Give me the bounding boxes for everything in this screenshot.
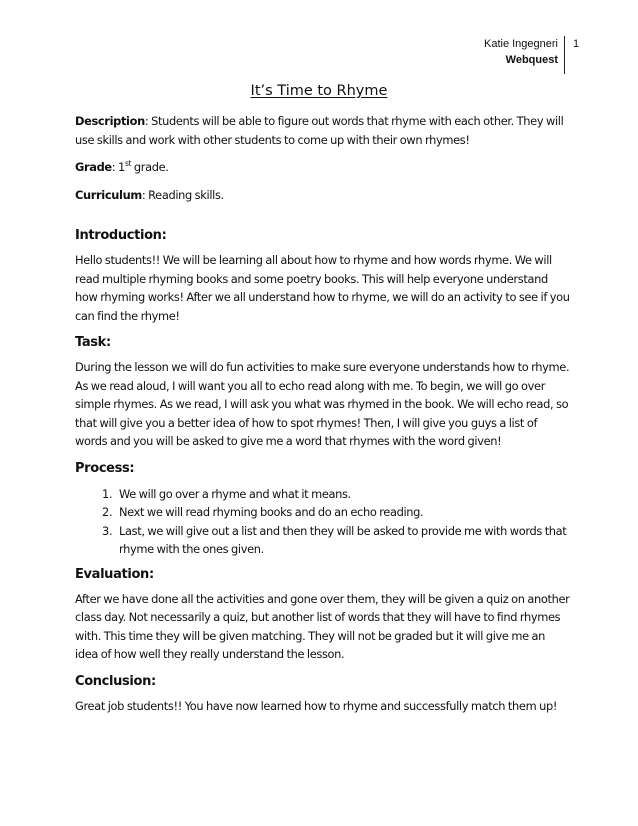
document-title: It’s Time to Rhyme bbox=[250, 83, 388, 99]
conclusion-text: Great job students!! You have now learned how to rhyme and successfully match them up! bbox=[75, 698, 558, 713]
evaluation-heading: Evaluation: bbox=[75, 566, 154, 582]
introduction-text: Hello students!! We will be learning all about how to rhyme and how words rhyme. We will read multiple rhyming books and some poetry books. This will help everyone understand how rhyming works! After we all understand how to rhyme, we will do an activity to see if you can find the rhyme! bbox=[75, 253, 570, 323]
process-step: 3. Last, we will give out a list and then they will be asked to provide me with words that rhyme with the ones given. bbox=[115, 522, 570, 559]
description-text: : Students will be able to figure out words that rhyme with each other. They will use skills and work with other students to come up with their own rhymes! bbox=[75, 114, 564, 147]
description-paragraph bbox=[75, 112, 570, 149]
page-number: 1 bbox=[573, 38, 580, 50]
task-text: During the lesson we will do fun activities to make sure everyone understands how to rhyme. As we read aloud, I will want you all to echo read along with me. To begin, we will go over simple rhymes. As we read, I will ask you what was rhymed in the book. We will echo read, so that will give you a better idea of how to spot rhymes! Then, I will give you guys a list of words and you will be asked to give me a word that rhymes with the word given! bbox=[75, 360, 570, 448]
description-label: Description bbox=[75, 114, 145, 128]
evaluation-text: After we have done all the activities and gone over them, they will be given a quiz on another class day. Not necessarily a quiz, but another list of words that they will have to find rhymes with. This time they will be given matching. They will not be graded but it will give me an idea of how well they really understand the lesson. bbox=[75, 591, 570, 661]
grade-suffix: grade. bbox=[131, 160, 169, 174]
task-heading: Task: bbox=[75, 335, 111, 350]
curriculum-label: Curriculum bbox=[75, 187, 142, 202]
page-header bbox=[484, 36, 565, 74]
grade-paragraph bbox=[75, 158, 570, 177]
document-body bbox=[75, 112, 570, 715]
curriculum-text: : Reading skills. bbox=[141, 187, 224, 202]
conclusion-heading: Conclusion: bbox=[75, 673, 156, 689]
grade-label: Grade bbox=[75, 160, 112, 174]
grade-superscript: st bbox=[124, 159, 132, 169]
introduction-heading: Introduction: bbox=[75, 228, 167, 243]
process-heading: Process: bbox=[75, 460, 135, 476]
header-author: Katie Ingegneri bbox=[484, 38, 558, 50]
grade-prefix: : 1 bbox=[111, 160, 125, 174]
process-steps-list bbox=[75, 485, 570, 559]
process-step: 1. We will go over a rhyme and what it means. bbox=[115, 485, 570, 504]
header-subtitle: Webquest bbox=[505, 54, 558, 66]
curriculum-paragraph bbox=[75, 186, 570, 205]
process-step: 2. Next we will read rhyming books and do an echo reading. bbox=[115, 503, 570, 522]
